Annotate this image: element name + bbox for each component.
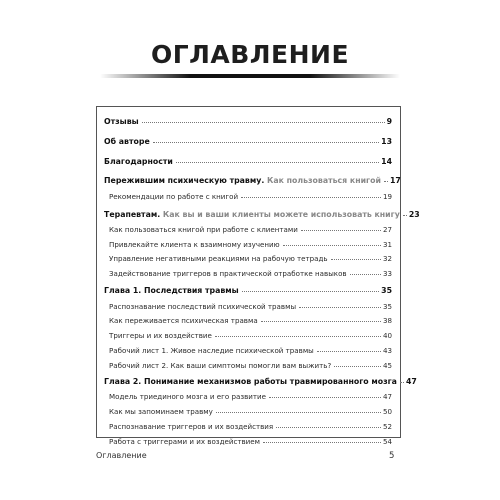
toc-entry-page: 47 bbox=[405, 377, 417, 386]
toc-entry[interactable] bbox=[109, 432, 392, 446]
toc-entry-page: 33 bbox=[382, 269, 392, 278]
toc-entry-title: Распознавание триггеров и их воздействия bbox=[109, 422, 274, 431]
leader-dots bbox=[400, 382, 404, 383]
toc-entry-page: 47 bbox=[382, 392, 392, 401]
toc-entry[interactable] bbox=[104, 281, 392, 295]
toc-entry-subtitle: Как пользоваться книгой bbox=[267, 176, 381, 185]
leader-dots bbox=[142, 122, 385, 123]
leader-dots bbox=[384, 181, 388, 182]
toc-entry-page: 43 bbox=[382, 346, 392, 355]
toc-entry[interactable] bbox=[109, 249, 392, 263]
toc-entry[interactable] bbox=[104, 132, 392, 146]
toc-entry-title: Об авторе bbox=[104, 137, 150, 146]
leader-dots bbox=[350, 274, 381, 275]
toc-entry-title: Работа с триггерами и их воздействием bbox=[109, 437, 260, 446]
toc-entry-title: Рекомендации по работе с книгой bbox=[109, 192, 239, 201]
toc-entry-subtitle: Как вы и ваши клиенты можете использовать книгу bbox=[162, 210, 400, 219]
toc-entry-page: 32 bbox=[382, 254, 392, 263]
leader-dots bbox=[153, 142, 379, 143]
toc-entry-title: Отзывы bbox=[104, 117, 139, 126]
toc-entry[interactable] bbox=[104, 372, 417, 386]
toc-entry-page: 45 bbox=[382, 361, 392, 370]
toc-entry-title: Распознавание последствий психической травмы bbox=[109, 302, 297, 311]
toc-entry-page: 9 bbox=[386, 117, 392, 126]
toc-entry-title: Рабочий лист 2. Как ваши симптомы помогли вам выжить? bbox=[109, 361, 332, 370]
toc-entry[interactable] bbox=[109, 402, 392, 416]
leader-dots bbox=[263, 442, 381, 443]
toc-entry-page: 54 bbox=[382, 437, 392, 446]
toc-entry-title: Задействование триггеров в практической отработке навыков bbox=[109, 269, 347, 278]
leader-dots bbox=[334, 366, 381, 367]
leader-dots bbox=[276, 427, 381, 428]
leader-dots bbox=[283, 245, 381, 246]
toc-entry[interactable] bbox=[109, 297, 392, 311]
toc-entry[interactable] bbox=[109, 311, 392, 325]
toc-entry[interactable] bbox=[104, 205, 420, 219]
toc-entry[interactable] bbox=[109, 235, 392, 249]
leader-dots bbox=[317, 351, 381, 352]
toc-entry-page: 23 bbox=[408, 210, 420, 219]
leader-dots bbox=[242, 291, 379, 292]
toc-entry-title: Глава 2. Понимание механизмов работы травмированного мозга bbox=[104, 377, 397, 386]
toc-entry[interactable] bbox=[109, 341, 392, 355]
toc-entry-page: 19 bbox=[382, 192, 392, 201]
toc-entry-page: 13 bbox=[381, 137, 392, 146]
toc-entry[interactable] bbox=[104, 112, 392, 126]
toc-entry-title: Привлекайте клиента к взаимному изучению bbox=[109, 240, 280, 249]
leader-dots bbox=[216, 412, 381, 413]
leader-dots bbox=[176, 162, 379, 163]
toc-entry-title: Благодарности bbox=[104, 157, 173, 166]
leader-dots bbox=[331, 259, 381, 260]
leader-dots bbox=[241, 197, 381, 198]
footer-section-name: Оглавление bbox=[96, 451, 147, 460]
toc-entry-page: 40 bbox=[382, 331, 392, 340]
toc-entry-title: Управление негативными реакциями на рабочую тетрадь bbox=[109, 254, 328, 263]
toc-entry-title: Рабочий лист 1. Живое наследие психической травмы bbox=[109, 346, 314, 355]
leader-dots bbox=[215, 336, 381, 337]
toc-entry[interactable] bbox=[109, 387, 392, 401]
leader-dots bbox=[269, 397, 381, 398]
toc-entry-title: Модель триединого мозга и его развитие bbox=[109, 392, 266, 401]
toc-entry-title: Пережившим психическую травму. bbox=[104, 176, 267, 185]
toc-entry-page: 14 bbox=[381, 157, 392, 166]
toc-entry-title: Как мы запоминаем травму bbox=[109, 407, 213, 416]
toc-entry[interactable] bbox=[109, 417, 392, 431]
toc-entry[interactable] bbox=[109, 187, 392, 201]
toc-entry-title: Глава 1. Последствия травмы bbox=[104, 286, 239, 295]
toc-entry-page: 17 bbox=[389, 176, 401, 185]
toc-entry[interactable] bbox=[109, 356, 392, 370]
footer-page-number: 5 bbox=[389, 451, 395, 461]
title-underline bbox=[100, 74, 400, 78]
toc-entry-title: Как переживается психическая травма bbox=[109, 316, 258, 325]
page-title: ОГЛАВЛЕНИЕ bbox=[150, 40, 350, 69]
toc-entry[interactable] bbox=[104, 152, 392, 166]
toc-entry-page: 31 bbox=[382, 240, 392, 249]
toc-entry-page: 38 bbox=[382, 316, 392, 325]
leader-dots bbox=[299, 307, 381, 308]
toc-entry[interactable] bbox=[109, 264, 392, 278]
toc-entry-title: Терапевтам. bbox=[104, 210, 163, 219]
toc-entry-page: 50 bbox=[382, 407, 392, 416]
toc-entry-page: 35 bbox=[382, 302, 392, 311]
toc-entry-page: 27 bbox=[382, 225, 392, 234]
toc-entry-page: 35 bbox=[381, 286, 392, 295]
leader-dots bbox=[403, 215, 407, 216]
toc-entry-title: Как пользоваться книгой при работе с клиентами bbox=[109, 225, 298, 234]
leader-dots bbox=[301, 230, 381, 231]
toc-entry-title: Триггеры и их воздействие bbox=[109, 331, 212, 340]
toc-entry[interactable] bbox=[109, 220, 392, 234]
toc-entry-page: 52 bbox=[382, 422, 392, 431]
table-of-contents bbox=[96, 106, 420, 446]
toc-entry[interactable] bbox=[104, 171, 401, 185]
leader-dots bbox=[261, 321, 381, 322]
toc-entry[interactable] bbox=[109, 326, 392, 340]
